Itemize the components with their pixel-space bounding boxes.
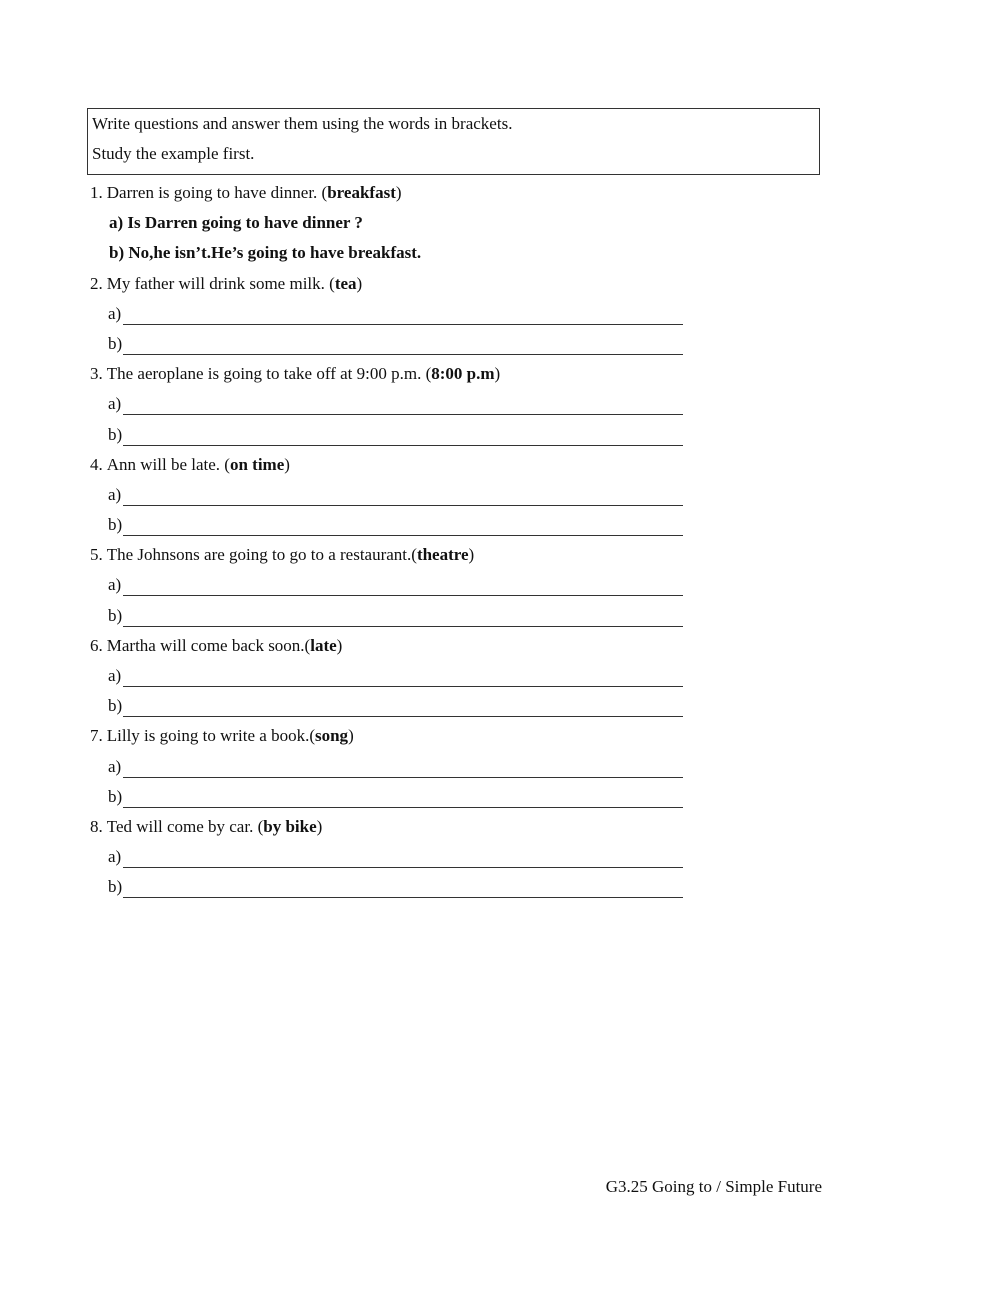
answer-line-2b[interactable] [90,331,790,361]
answer-line-7b[interactable] [90,784,790,814]
instructions-line-1: Write questions and answer them using the words in brackets. [92,114,513,133]
answer-label-b: b) [108,515,123,535]
question-7 [90,723,790,753]
question-8 [90,814,790,844]
question-close: ) [356,273,363,293]
instructions-line-2: Study the example first. [92,144,255,163]
answer-blank[interactable] [123,626,683,627]
question-keyword: 8:00 p.m [431,364,495,384]
answer-line-5a[interactable] [90,572,790,602]
answer-blank[interactable] [123,535,683,536]
answer-blank[interactable] [123,414,683,415]
question-keyword: breakfast [327,183,396,202]
answer-label-b: b) [108,605,123,625]
question-text: My father will drink some milk. ( [106,273,335,293]
answer-blank[interactable] [123,445,683,446]
answer-label-a: a) [108,575,122,595]
question-number: 5. [90,545,103,565]
answer-blank[interactable] [123,595,683,596]
question-close: ) [316,816,323,836]
answer-blank[interactable] [123,897,683,898]
answer-line-4a[interactable] [90,482,790,512]
answer-label-a: a) [108,303,122,323]
question-number: 6. [90,635,103,655]
exercise-list [90,180,790,905]
answer-line-4b[interactable] [90,512,790,542]
question-number: 8. [90,816,103,836]
answer-line-6a[interactable] [90,663,790,693]
answer-line-2a[interactable] [90,301,790,331]
question-number: 1. [90,183,103,202]
example-question [90,180,790,210]
question-text: The Johnsons are going to go to a restaurant.( [106,545,417,565]
answer-label-b: b) [108,786,123,806]
answer-blank[interactable] [123,867,683,868]
answer-label-b: b) [108,696,123,716]
question-close: ) [468,545,475,565]
example-answer-a: a) Is Darren going to have dinner ? [109,213,363,233]
answer-blank[interactable] [123,777,683,778]
question-4 [90,452,790,482]
question-3 [90,361,790,391]
answer-label-a: a) [108,484,122,504]
question-number: 2. [90,273,103,293]
question-keyword: by bike [263,816,317,836]
answer-line-6b[interactable] [90,693,790,723]
answer-label-a: a) [108,847,122,867]
question-number: 7. [90,726,103,746]
answer-label-a: a) [108,756,122,776]
question-close: ) [336,635,343,655]
answer-line-8a[interactable] [90,844,790,874]
question-5 [90,542,790,572]
answer-label-a: a) [108,666,122,685]
question-text: Lilly is going to write a book.( [106,726,315,746]
question-2 [90,271,790,301]
question-keyword: theatre [416,545,469,565]
question-keyword: late [310,635,337,655]
question-keyword: tea [334,273,357,293]
question-close: ) [348,726,354,746]
answer-line-3a[interactable] [90,391,790,421]
question-6 [90,633,790,663]
question-close: ) [395,183,402,202]
question-number: 4. [90,454,103,474]
question-close: ) [284,454,290,474]
answer-line-8b[interactable] [90,874,790,904]
question-keyword: on time [229,454,285,474]
question-close: ) [494,364,501,384]
answer-label-b: b) [108,877,123,897]
question-text: The aeroplane is going to take off at 9:00 p.m. ( [106,364,432,384]
answer-blank[interactable] [123,354,683,355]
answer-blank[interactable] [123,324,683,325]
answer-label-a: a) [108,394,122,414]
answer-line-5b[interactable] [90,603,790,633]
answer-blank[interactable] [123,807,683,808]
question-text: Ann will be late. ( [106,454,230,474]
question-keyword: song [314,726,349,746]
answer-label-b: b) [108,333,123,353]
answer-blank[interactable] [123,686,683,687]
question-number: 3. [90,364,103,384]
page-footer: G3.25 Going to / Simple Future [605,1177,822,1196]
answer-line-7a[interactable] [90,754,790,784]
instructions-box [87,108,820,175]
answer-blank[interactable] [123,716,683,717]
answer-label-b: b) [108,424,123,444]
question-text: Martha will come back soon.( [106,635,311,655]
example-answer-b: b) No,he isn’t.He’s going to have breakfast. [109,243,422,263]
question-text: Ted will come by car. ( [106,816,264,836]
answer-blank[interactable] [123,505,683,506]
answer-line-3b[interactable] [90,422,790,452]
question-text: Darren is going to have dinner. ( [106,183,328,202]
